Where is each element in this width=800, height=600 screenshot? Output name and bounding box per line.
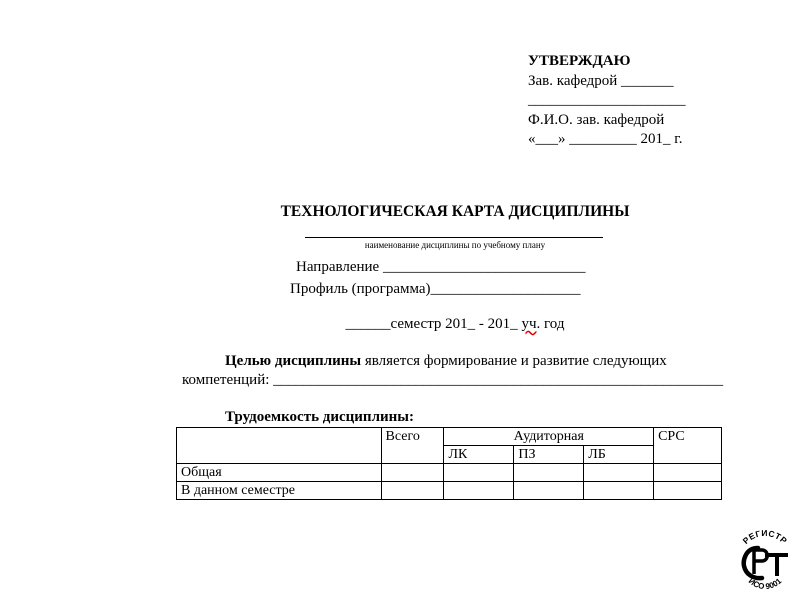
labor-intensity-title: Трудоемкость дисциплины: — [225, 409, 414, 425]
table-cell — [381, 482, 444, 500]
table-header-row — [177, 428, 722, 446]
table-cell — [444, 482, 514, 500]
approval-heading: УТВЕРЖДАЮ — [528, 53, 631, 69]
table-cell — [654, 464, 722, 482]
row-label: Общая — [177, 464, 382, 482]
header-empty-cell — [177, 428, 382, 464]
table-cell — [381, 464, 444, 482]
approval-head-of-department: Зав. кафедрой _______ — [528, 72, 674, 89]
header-auditory: Аудиторная — [444, 428, 654, 446]
semester-abbr: уч — [521, 316, 537, 332]
subheader-pz: ПЗ — [514, 446, 584, 464]
table-row — [177, 482, 722, 500]
table-cell — [444, 464, 514, 482]
logo-top-text: РЕГИСТР — [740, 528, 790, 546]
semester-line — [0, 316, 800, 333]
table-cell — [584, 482, 654, 500]
subheader-lb: ЛБ — [584, 446, 654, 464]
header-total: Всего — [381, 428, 444, 464]
approval-full-name: Ф.И.О. зав. кафедрой — [528, 111, 665, 128]
header-srs: СРС — [654, 428, 722, 464]
goal-line-1 — [225, 353, 667, 370]
discipline-name-line — [305, 237, 603, 238]
table-cell — [654, 482, 722, 500]
row-label: В данном семестре — [177, 482, 382, 500]
document-title: ТЕХНОЛОГИЧЕСКАЯ КАРТА ДИСЦИПЛИНЫ — [280, 203, 630, 220]
goal-bold: Целью дисциплины — [225, 353, 362, 369]
table-cell — [584, 464, 654, 482]
svg-text:РЕГИСТР — [741, 528, 790, 546]
logo-bottom-text: ИСО 9001 — [746, 576, 784, 592]
semester-prefix: ______семестр 201_ - 201_ — [345, 316, 522, 332]
direction-field: Направление ___________________________ — [296, 259, 586, 275]
table-cell — [514, 482, 584, 500]
discipline-name-caption: наименование дисциплины по учебному плану — [364, 240, 546, 250]
subheader-lk: ЛК — [444, 446, 514, 464]
approval-date: «___» _________ 201_ г. — [528, 131, 683, 147]
goal-rest: является формирование и развитие следующих — [361, 353, 667, 369]
approval-block — [528, 52, 686, 150]
semester-suffix: . год — [536, 316, 565, 332]
approval-signature-line: _____________________ — [528, 92, 686, 108]
profile-field: Профиль (программа)____________________ — [290, 281, 581, 297]
labor-table — [176, 427, 722, 500]
pct-certification-logo-icon — [732, 528, 798, 594]
table-cell — [514, 464, 584, 482]
goal-line-2: компетенций: ____________________________________________________________ — [182, 372, 724, 388]
table-row — [177, 464, 722, 482]
